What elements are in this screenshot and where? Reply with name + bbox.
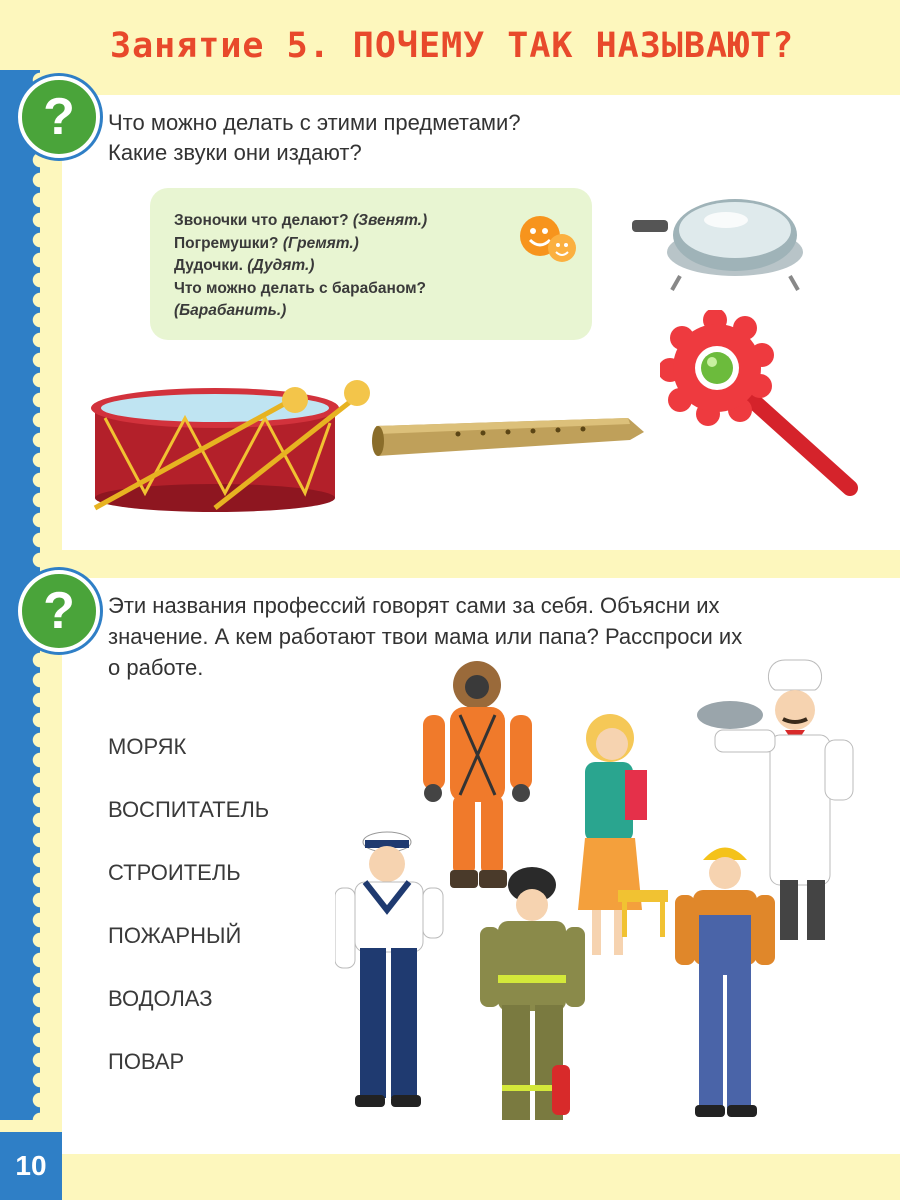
smiley-icon [514, 210, 584, 270]
section1-question [108, 108, 521, 168]
hint-question: Погремушки? [174, 234, 279, 252]
pipe-icon [368, 412, 648, 462]
profession-word: ВОДОЛАЗ [108, 986, 213, 1011]
hint-question: Что можно делать с барабаном? [174, 279, 427, 297]
builder-figure [675, 835, 775, 1125]
page-title: Занятие 5. ПОЧЕМУ ТАК НАЗЫВАЮТ? [110, 26, 795, 66]
page-number: 10 [0, 1132, 62, 1200]
hint-answer: (Дудят.) [247, 257, 315, 274]
hint-answer: (Гремят.) [282, 234, 359, 252]
profession-word: МОРЯК [108, 734, 187, 759]
question-line: значение. А кем работают твои мама или папа? Расспроси их [108, 624, 743, 649]
hint-text [174, 210, 427, 323]
profession-list [108, 730, 269, 1108]
hint-question: Звоночки что делают? [174, 212, 349, 229]
profession-word: ВОСПИТАТЕЛЬ [108, 797, 270, 822]
hint-answer: (Барабанить.) [174, 302, 287, 319]
hint-question: Дудочки. [174, 257, 243, 274]
teacher-figure [570, 710, 680, 965]
question-badge-1: ? [18, 76, 100, 158]
firefighter-figure [480, 865, 585, 1135]
sailor-figure [335, 830, 450, 1115]
drum-icon [85, 378, 375, 518]
rattle-icon [660, 310, 870, 500]
question-line: Какие звуки они издают? [108, 140, 362, 165]
profession-word: ПОВАР [108, 1049, 185, 1074]
hint-answer: (Звенят.) [352, 212, 428, 229]
profession-word: ПОЖАРНЫЙ [108, 923, 242, 948]
bell-icon [630, 190, 830, 295]
profession-word: СТРОИТЕЛЬ [108, 860, 241, 885]
question-line: Эти названия профессий говорят сами за себя. Объясни их [108, 593, 720, 618]
question-line: Что можно делать с этими предметами? [108, 110, 521, 135]
question-line: о работе. [108, 655, 204, 680]
question-badge-2: ? [18, 570, 100, 652]
